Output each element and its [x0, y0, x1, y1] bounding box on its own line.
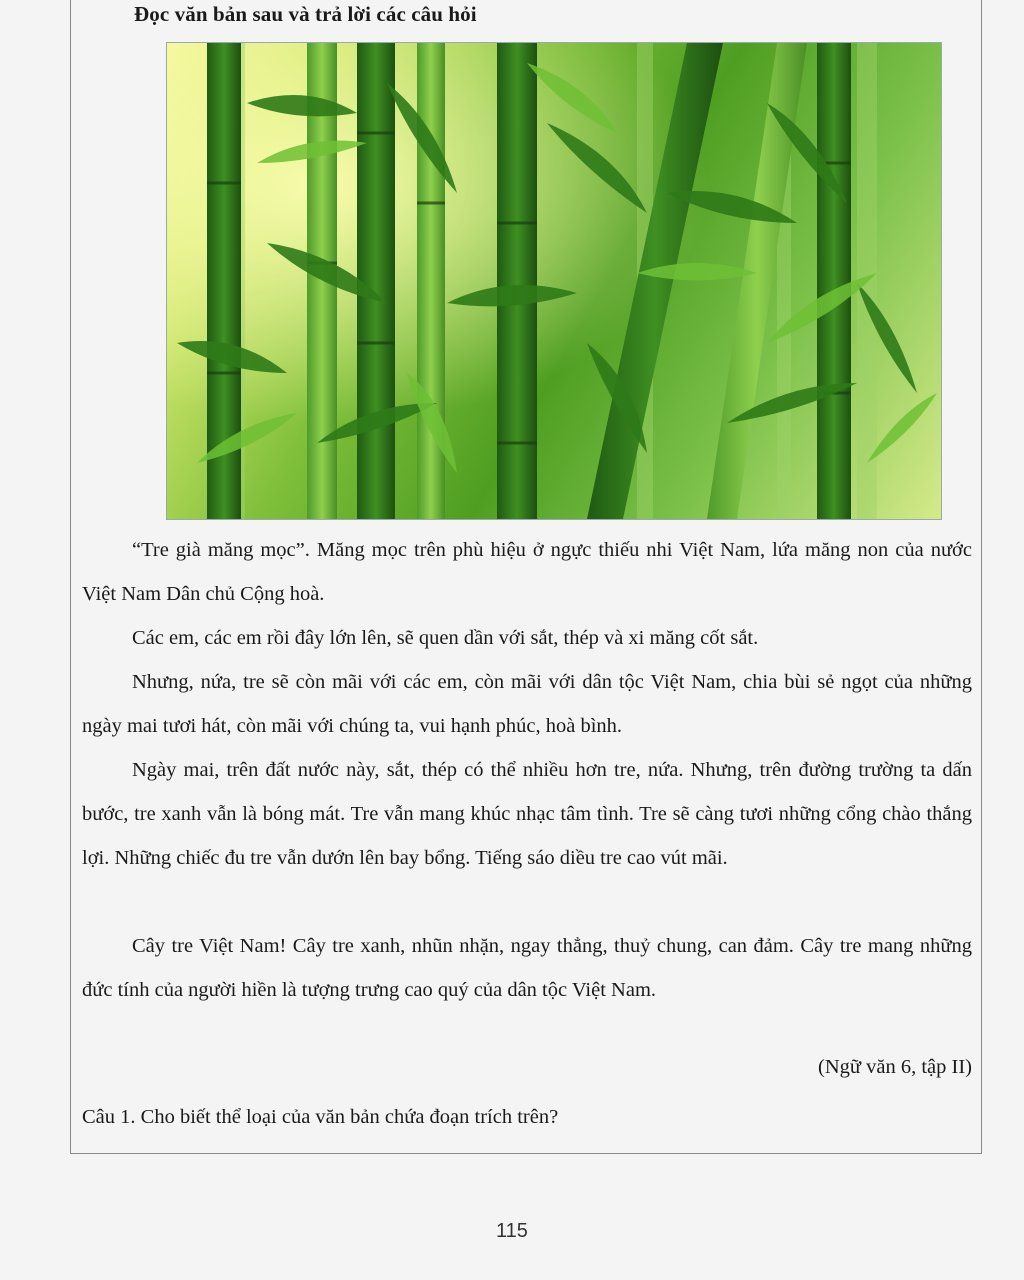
source-citation: (Ngữ văn 6, tập II) — [818, 1056, 972, 1078]
paragraph-3: Nhưng, nứa, tre sẽ còn mãi với các em, còn mãi với dân tộc Việt Nam, chia bùi sẻ ngọt của những ngày mai tươi hát, còn mãi với chúng ta, vui hạnh phúc, hoà bình. — [82, 671, 972, 737]
paragraph-1: “Tre già măng mọc”. Măng mọc trên phù hiệu ở ngực thiếu nhi Việt Nam, lứa măng non của nước Việt Nam Dân chủ Cộng hoà. — [82, 539, 972, 605]
paragraph-5: Cây tre Việt Nam! Cây tre xanh, nhũn nhặn, ngay thẳng, thuỷ chung, can đảm. Cây tre mang những đức tính của người hiền là tượng trưng cao quý của dân tộc Việt Nam. — [82, 935, 972, 1001]
paragraph-2: Các em, các em rồi đây lớn lên, sẽ quen dần với sắt, thép và xi măng cốt sắt. — [132, 627, 759, 649]
question-1: Câu 1. Cho biết thể loại của văn bản chứa đoạn trích trên? — [82, 1106, 559, 1128]
instruction-heading: Đọc văn bản sau và trả lời các câu hỏi — [134, 2, 477, 26]
bamboo-photo — [166, 42, 942, 520]
page-number: 115 — [496, 1220, 528, 1242]
paragraph-4: Ngày mai, trên đất nước này, sắt, thép có thể nhiều hơn tre, nứa. Nhưng, trên đường trường ta dấn bước, tre xanh vẫn là bóng mát. Tre vẫn mang khúc nhạc tâm tình. Tre sẽ càng tươi những cổng chào thắng lợi. Những chiếc đu tre vẫn dướn lên bay bổng. Tiếng sáo diều tre cao vút mãi. — [82, 759, 972, 869]
